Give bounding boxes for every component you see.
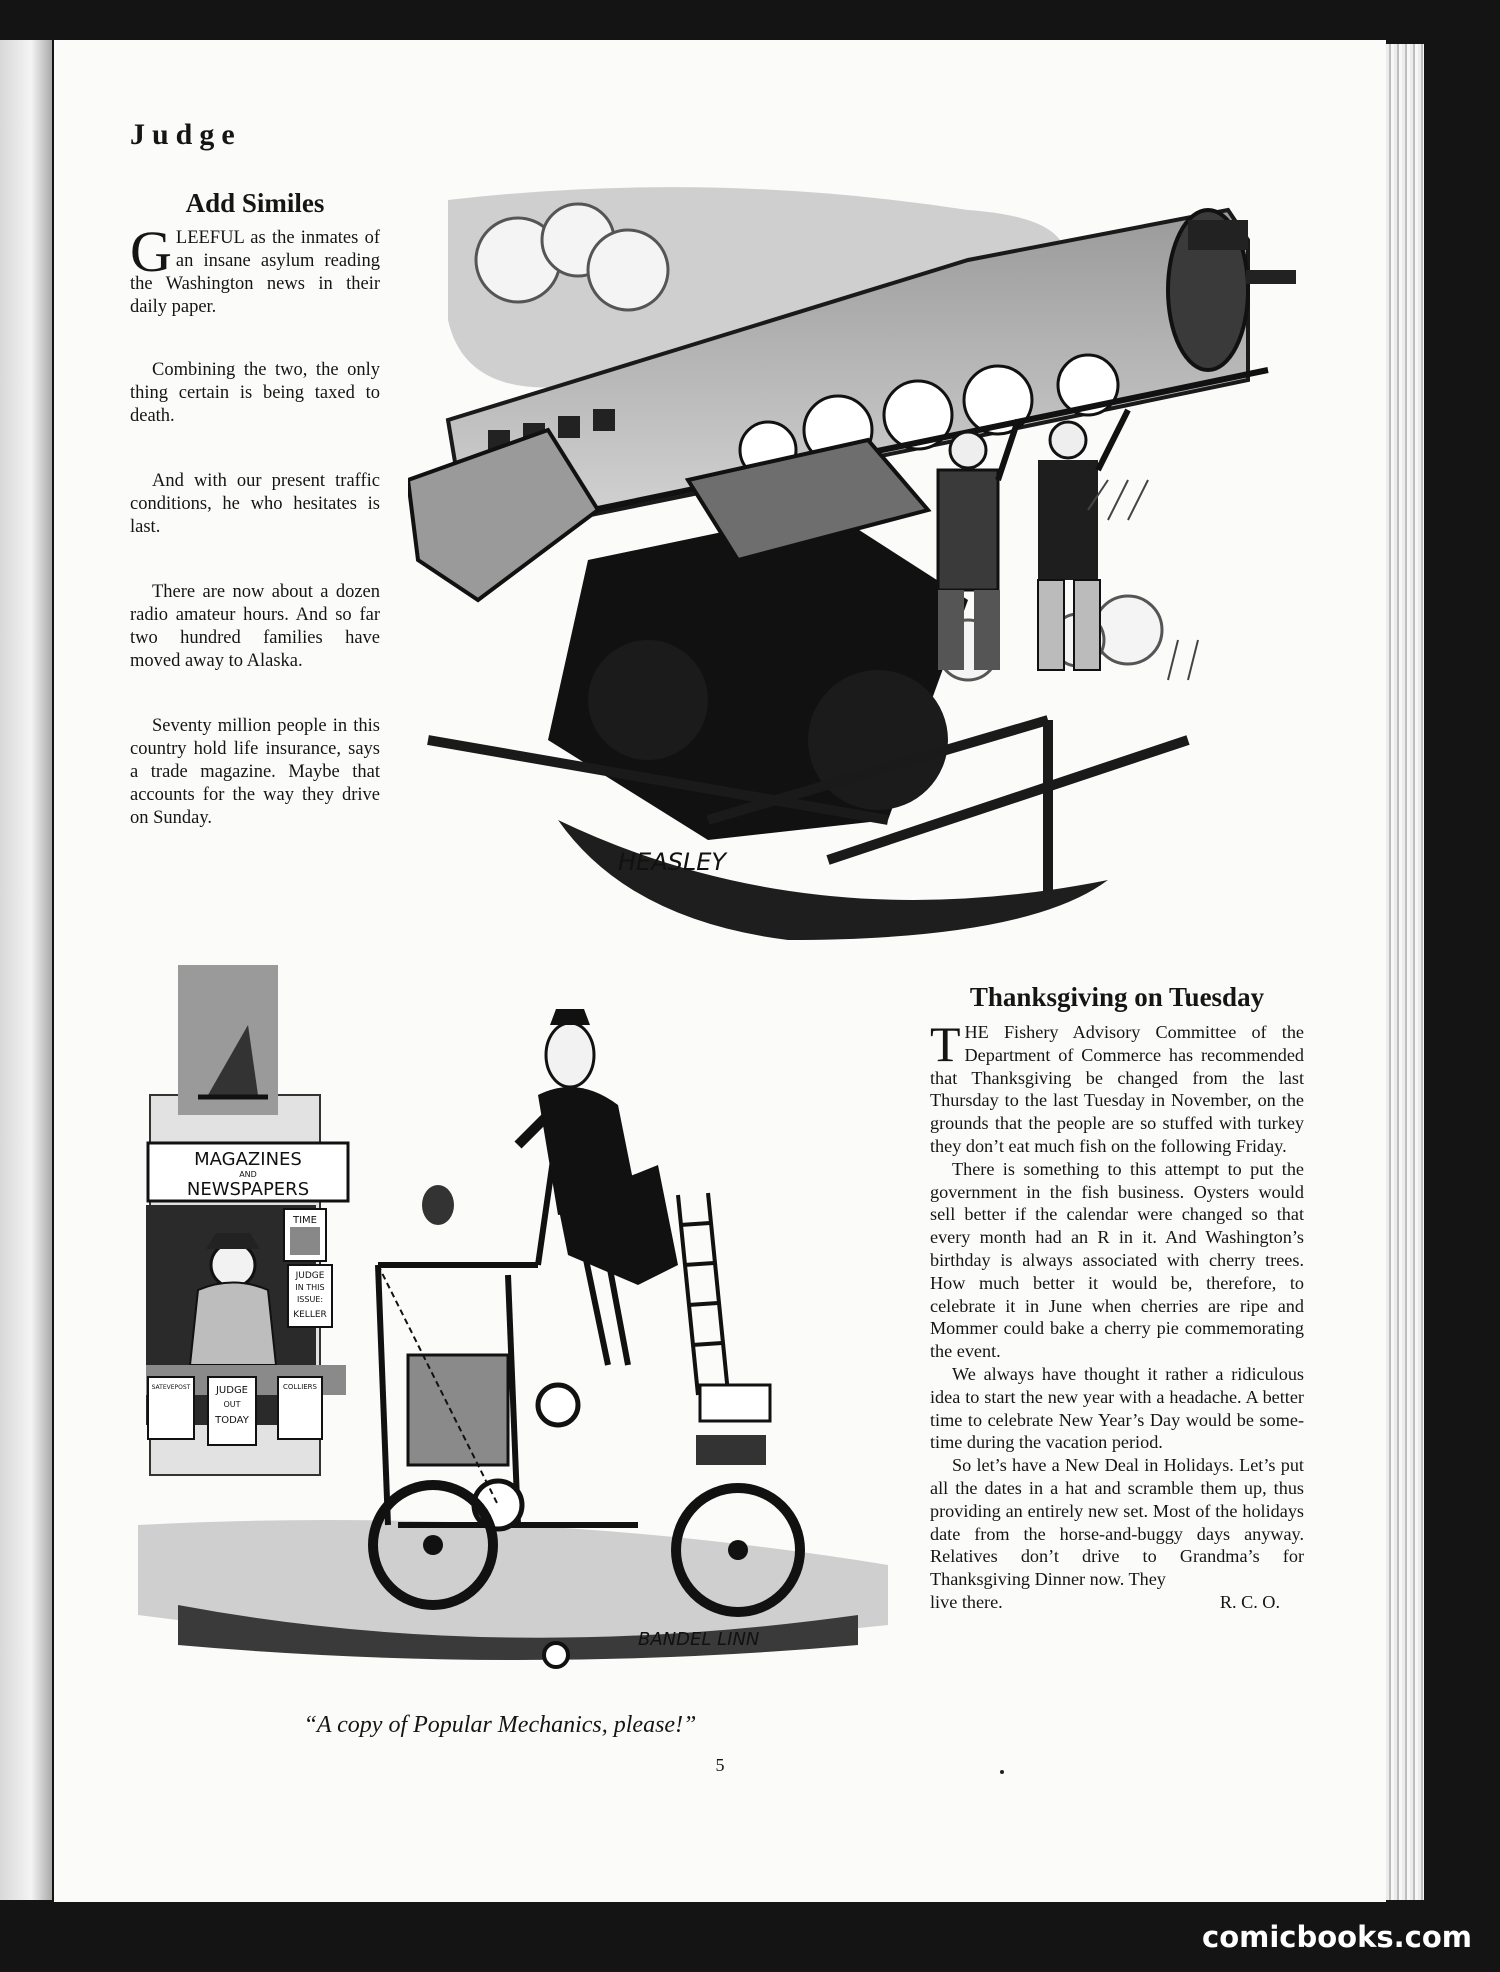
dropcap: T bbox=[930, 1016, 961, 1072]
simile-item: And with our present traffic conditions, he who hesitates is last. bbox=[130, 471, 380, 537]
poster-judge-keller-2: IN THIS bbox=[295, 1283, 325, 1292]
dropcap: G bbox=[130, 219, 172, 284]
train-crash-cartoon bbox=[408, 180, 1300, 940]
stand-sign-line3: NEWSPAPERS bbox=[186, 1179, 310, 1200]
ink-speck bbox=[1000, 1770, 1004, 1774]
simile-item: Seventy million people in this country hold life insurance, says a trade magazine. Maybe that accounts for the way they drive on Sunday. bbox=[130, 716, 380, 828]
cartoon-caption: “A copy of Popular Mechanics, please!” bbox=[303, 1712, 697, 1738]
page-number: 5 bbox=[715, 1755, 725, 1775]
last-line: live there. bbox=[930, 1591, 1003, 1612]
watermark: comicbooks.com bbox=[1202, 1920, 1472, 1954]
poster-time: TIME bbox=[292, 1215, 318, 1226]
page-stack-edge bbox=[1386, 44, 1424, 1900]
simile-item: GLEEFUL as the inmates of an insane asylum reading the Washington news in their daily paper. bbox=[130, 219, 380, 317]
article-paragraph: THE Fishery Advisory Committee of the Department of Commerce has recommended that Thanksgiving be changed from the last Thursday to the last Tuesday in November, on the grounds that the people are so stuffed with turkey they don’t eat much fish on the following Friday. bbox=[930, 1016, 1304, 1156]
poster-judge-keller-1: JUDGE bbox=[295, 1271, 325, 1281]
train-cartoon-signature: HEASLEY bbox=[618, 848, 727, 876]
similes-column bbox=[130, 188, 380, 872]
train-crash-illustration bbox=[408, 180, 1300, 940]
article-closing-line bbox=[930, 1591, 1304, 1614]
newsstand-bicycle-cartoon bbox=[138, 965, 898, 1685]
author-signature: R. C. O. bbox=[1219, 1591, 1280, 1612]
poster-satevepost: SATEVEPOST bbox=[151, 1384, 191, 1391]
poster-judge-keller-3: ISSUE: bbox=[296, 1295, 324, 1304]
simile-item: There are now about a dozen radio amateur hours. And so far two hundred families have moved away to Alaska. bbox=[130, 582, 380, 671]
running-head: Judge bbox=[130, 118, 242, 151]
stand-sign-line1: MAGAZINES bbox=[194, 1149, 302, 1170]
poster-judge-out-3: TODAY bbox=[215, 1415, 249, 1426]
simile-item: Combining the two, the only thing certain is being taxed to death. bbox=[130, 360, 380, 426]
thanksgiving-column bbox=[930, 982, 1304, 1614]
previous-page-edge bbox=[0, 40, 52, 1900]
poster-judge-out-1: JUDGE bbox=[215, 1385, 249, 1396]
similes-heading: Add Similes bbox=[185, 188, 325, 218]
poster-judge-keller-4: KELLER bbox=[293, 1310, 327, 1320]
poster-judge-out-2: OUT bbox=[223, 1400, 241, 1409]
thanksgiving-heading: Thanksgiving on Tuesday bbox=[969, 982, 1265, 1012]
article-paragraph: We always have thought it rather a ridiculous idea to start the new year with a headache. A better time to celebrate New Year’s Day would be sometime during the vacation period. bbox=[930, 1363, 1304, 1453]
bicycle-cartoon-signature: BANDEL LINN bbox=[638, 1629, 760, 1650]
poster-colliers: COLLIERS bbox=[283, 1383, 317, 1391]
article-paragraph: So let’s have a New Deal in Holidays. Let’s put all the dates in a hat and scramble them up, thus providing an entirely new set. Most of the holidays date from the horse-and-buggy days anyway. Relatives don’t drive to Grandma’s for Thanksgiving Dinner now. They bbox=[930, 1455, 1304, 1590]
article-paragraph: There is something to this attempt to put the government in the fish business. Oysters would sell better if the calendar were changed so that every month had an R in it. And Washington’s birthday is always associated with cherry trees. How much better it would be, therefore, to celebrate it in June when cherries are ripe and Mommer could bake a cherry pie commemorating the event. bbox=[930, 1158, 1304, 1362]
stand-sign-line2: AND bbox=[239, 1170, 257, 1179]
newsstand-bicycle-illustration bbox=[138, 965, 898, 1685]
